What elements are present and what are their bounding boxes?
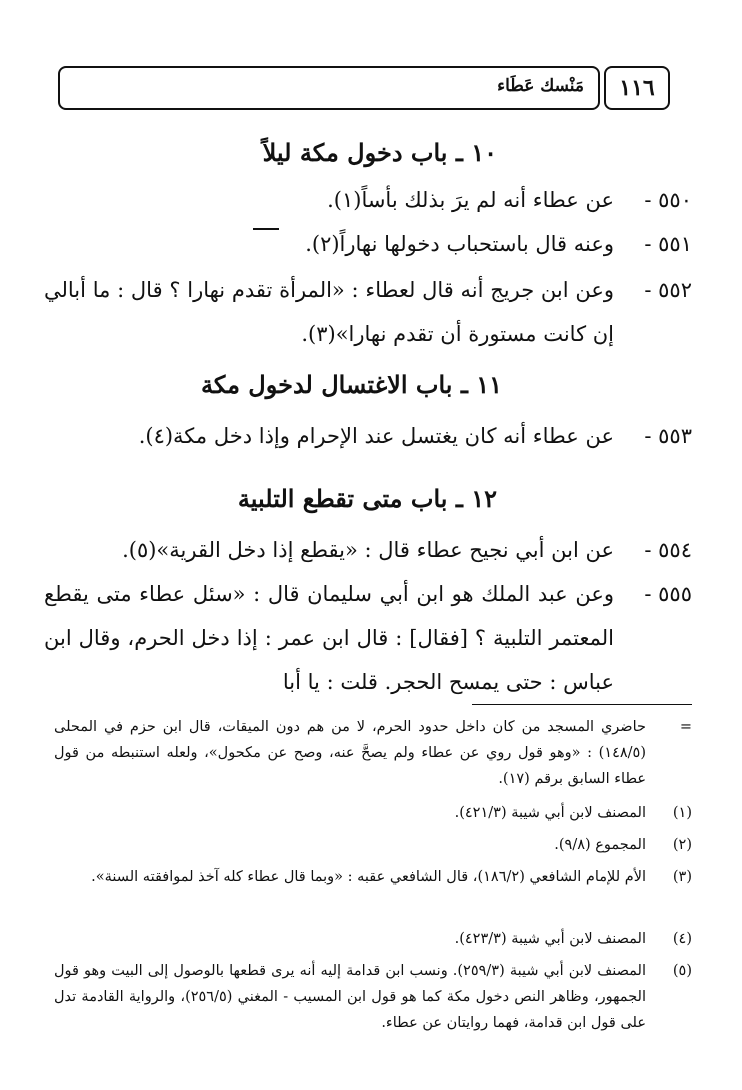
entry-text: وعنه قال باستحباب دخولها نهاراً(٢). (305, 232, 614, 256)
footnote-continued (54, 714, 692, 792)
footnote-marker: = (679, 719, 692, 735)
entry-554 (44, 528, 692, 572)
entry-551 (44, 222, 692, 266)
entry-text: وعن ابن جريج أنه قال لعطاء : «المرأة تقدم نهارا ؟ قال : ما أبالي إن كانت مستورة أن تقدم نهارا»(٣). (44, 278, 614, 346)
entry-number: ٥٥٤ - (644, 538, 692, 562)
footnote-5 (54, 958, 692, 1036)
entry-553 (44, 414, 692, 458)
footnote-text: حاضري المسجد من كان داخل حدود الحرم، لا من هم دون الميقات، قال ابن حزم في المحلى (١٤٨/٥) : «وهو قول روي عن عطاء ولم يصحَّ عنه، وصح عن مكحول»، ولعله استنبطه من قول عطاء السابق برقم (١٧). (54, 719, 646, 787)
footnote-text: المصنف لابن أبي شيبة (٤٢١/٣). (454, 805, 646, 821)
footnote-4 (54, 926, 692, 952)
footnote-text: المصنف لابن أبي شيبة (٤٢٣/٣). (454, 931, 646, 947)
entry-text: عن ابن أبي نجيح عطاء قال : «يقطع إذا دخل القرية»(٥). (122, 538, 614, 562)
entry-text: عن عطاء أنه لم يرَ بذلك بأساً(١). (327, 188, 614, 212)
page-number: ١١٦ (604, 66, 670, 110)
footnote-2 (54, 832, 692, 858)
footnote-text: المصنف لابن أبي شيبة (٢٥٩/٣). ونسب ابن قدامة إليه أنه يرى قطعها بالوصول إلى البيت وهو قول الجمهور، وظاهر النص دخول مكة كما هو قول ابن المسيب - المغني (٢٥٦/٥)، والرواية القادمة تدل على قول ابن قدامة، فهما روايتان عن عطاء. (54, 963, 646, 1031)
footnote-1 (54, 800, 692, 826)
margin-mark (253, 228, 279, 230)
footnote-text: المجموع (٩/٨). (554, 837, 646, 853)
entry-number: ٥٥٥ - (644, 582, 692, 606)
footnote-divider (472, 704, 692, 705)
section-heading: ١٢ ـ باب متى تقطع التلبية (237, 484, 497, 513)
footnote-text: الأم للإمام الشافعي (١٨٦/٢)، قال الشافعي عقبه : «وبما قال عطاء كله آخذ لموافقته السنة». (91, 869, 646, 885)
footnote-marker: (٣) (672, 869, 692, 885)
entry-number: ٥٥٢ - (644, 278, 692, 302)
entry-552 (44, 268, 692, 356)
running-title-box (58, 66, 600, 110)
entry-555 (44, 572, 692, 704)
page-header (58, 66, 670, 108)
running-title: مَنْسك عَطَاء (497, 76, 584, 96)
entry-text: عن عطاء أنه كان يغتسل عند الإحرام وإذا دخل مكة(٤). (138, 424, 614, 448)
entry-number: ٥٥٠ - (644, 188, 692, 212)
entry-550 (44, 178, 692, 222)
footnote-marker: (١) (672, 805, 692, 821)
section-heading: ١٠ ـ باب دخول مكة ليلاً (262, 138, 497, 167)
entry-text: وعن عبد الملك هو ابن أبي سليمان قال : «سئل عطاء متى يقطع المعتمر التلبية ؟ [فقال] : قال ابن عمر : إذا دخل الحرم، وقال ابن عباس : حتى يمسح الحجر. قلت : يا أبا (44, 582, 614, 694)
footnote-marker: (٢) (672, 837, 692, 853)
section-heading: ١١ ـ باب الاغتسال لدخول مكة (200, 370, 502, 399)
footnote-marker: (٥) (672, 963, 692, 979)
footnote-marker: (٤) (672, 931, 692, 947)
entry-number: ٥٥١ - (644, 232, 692, 256)
footnote-3 (54, 864, 692, 890)
entry-number: ٥٥٣ - (644, 424, 692, 448)
